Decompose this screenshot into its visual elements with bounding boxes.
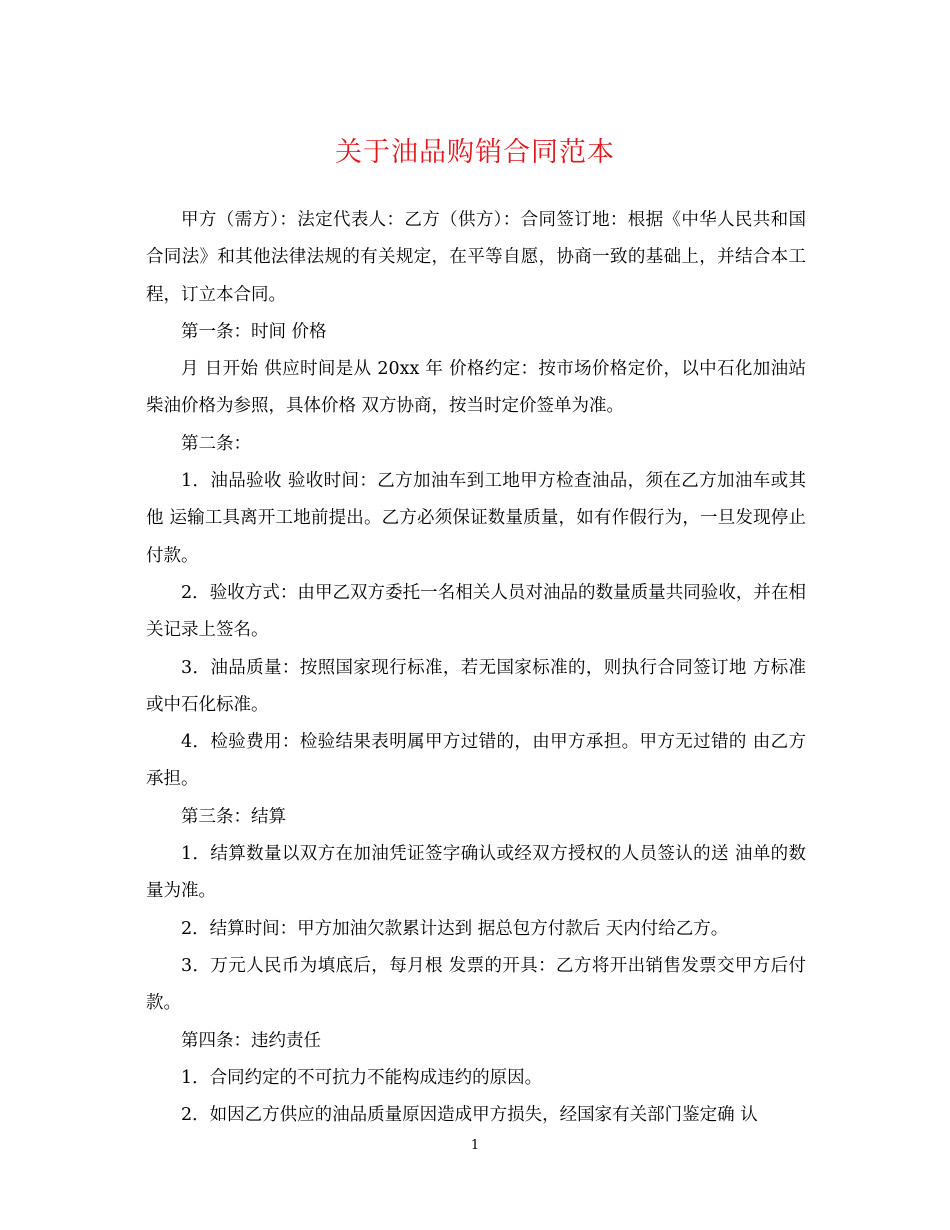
article-3-heading: 第三条：结算 bbox=[181, 806, 286, 827]
paragraph: 1．油品验收 验收时间：乙方加油车到工地甲方检查油品，须在乙方加油车或其他 运输工具离开工地前提出。乙方必须保证数量质量，如有作假行为，一旦发现停止付款。 bbox=[146, 471, 806, 566]
paragraph: 月 日开始 供应时间是从 20xx 年 价格约定：按市场价格定价，以中石化加油站柴油价格为参照，具体价格 双方协商，按当时定价签单为准。 bbox=[146, 359, 806, 417]
document-body bbox=[146, 202, 806, 1134]
paragraph: 3．万元人民币为填底后，每月根 发票的开具：乙方将开出销售发票交甲方后付款。 bbox=[146, 955, 806, 1014]
paragraph: 3．油品质量：按照国家现行标准，若无国家标准的，则执行合同签订地 方标准或中石化标准。 bbox=[146, 657, 806, 715]
article-4-heading: 第四条：违约责任 bbox=[181, 1030, 321, 1051]
paragraph: 2．验收方式：由甲乙双方委托一名相关人员对油品的数量质量共同验收，并在相关记录上签名。 bbox=[146, 582, 806, 641]
paragraph: 2．结算时间：甲方加油欠款累计达到 据总包方付款后 天内付给乙方。 bbox=[181, 918, 729, 939]
article-2-heading: 第二条： bbox=[181, 433, 251, 454]
paragraph: 2．如因乙方供应的油品质量原因造成甲方损失，经国家有关部门鉴定确 认 bbox=[181, 1105, 758, 1126]
document-title: 关于油品购销合同范本 bbox=[335, 137, 615, 168]
page-number: 1 bbox=[470, 1138, 480, 1153]
paragraph: 1．合同约定的不可抗力不能构成违约的原因。 bbox=[181, 1067, 543, 1088]
paragraph: 4．检验费用：检验结果表明属甲方过错的，由甲方承担。甲方无过错的 由乙方承担。 bbox=[146, 732, 806, 790]
article-1-heading: 第一条：时间 价格 bbox=[181, 321, 327, 342]
paragraph-preamble: 甲方（需方）：法定代表人：乙方（供方）：合同签订地：根据《中华人民共和国合同法》和其他法律法规的有关规定，在平等自愿，协商一致的基础上，并结合本工程，订立本合同。 bbox=[146, 210, 806, 305]
paragraph: 1．结算数量以双方在加油凭证签字确认或经双方授权的人员签认的送 油单的数量为准。 bbox=[146, 844, 806, 902]
